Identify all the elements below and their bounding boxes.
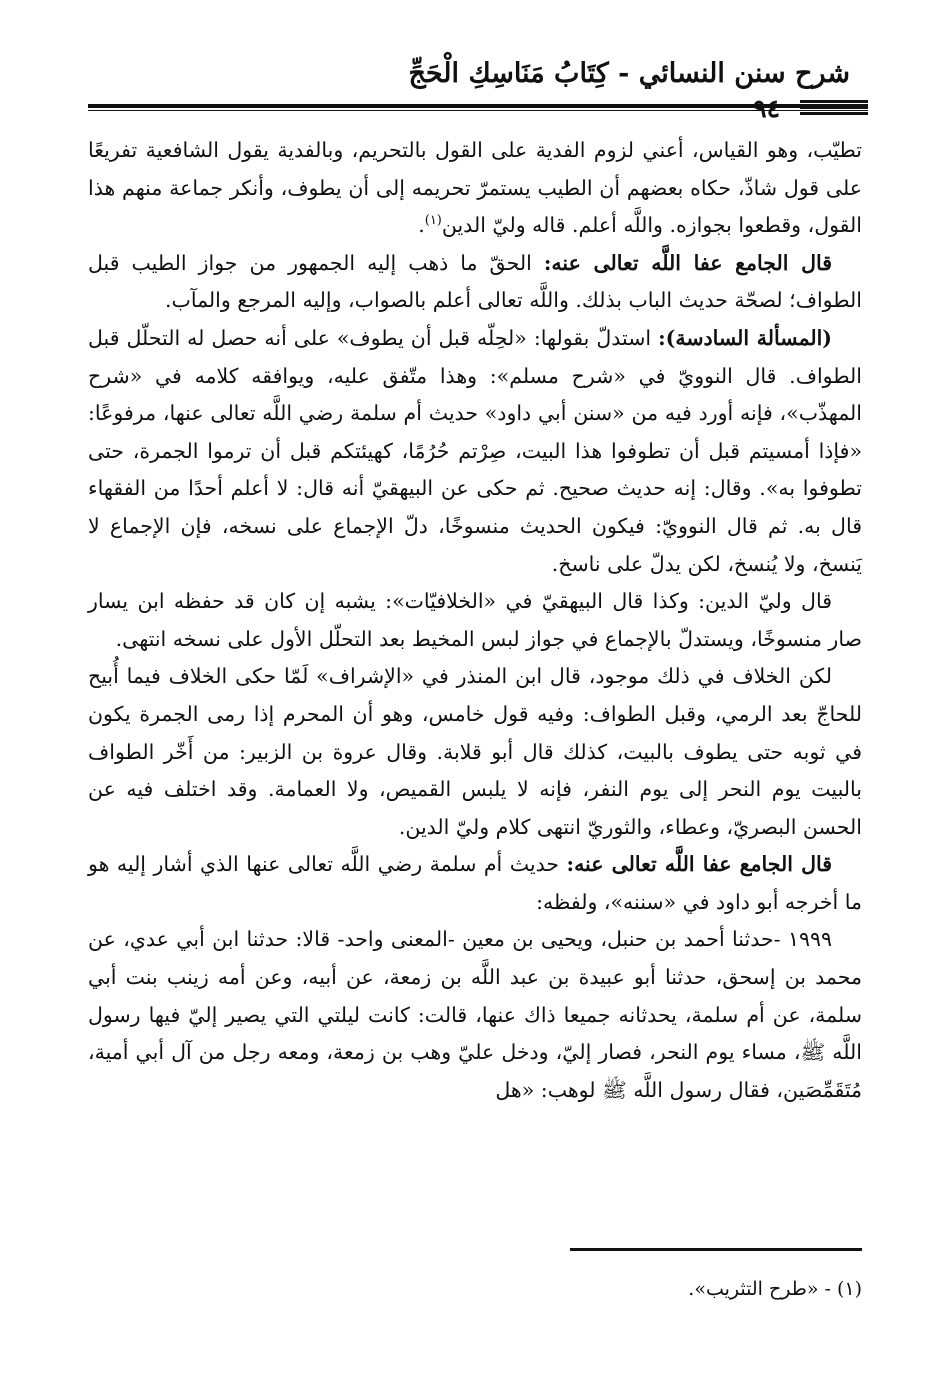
paragraph-5-text: لكن الخلاف في ذلك موجود، قال ابن المنذر في «الإشراف» لَمّا حكى الخلاف فيما أُبيح للحاجّ بعد الرمي، وقبل الطواف: وفيه قول خامس، وهو أن المحرم إذا رمى الجمرة يكون في ثوبه حتى يطوف بالبيت، كذلك قال أبو قلابة. وقال عروة بن الزبير: من أَخّر الطواف بالبيت يوم النحر إلى يوم النفر، فإنه لا يلبس القميص، ولا العمامة. وقد اختلف فيه عن الحسن البصريّ، وعطاء، والثوريّ انتهى كلام وليّ الدين. xyxy=(88,664,862,839)
footnote-rule xyxy=(570,1248,862,1251)
paragraph-7 xyxy=(88,921,862,1109)
page-number-bar xyxy=(800,106,868,109)
footnote: (١) - «طرح التثريب». xyxy=(688,1278,862,1300)
issue-six-lead: (المسألة السادسة): xyxy=(658,325,832,350)
body-text xyxy=(88,132,862,1109)
paragraph-2-text: الحقّ ما ذهب إليه الجمهور من جواز الطيب قبل الطواف؛ لصحّة حديث الباب بذلك. واللَّه تعالى أعلم بالصواب، وإليه المرجع والمآب. xyxy=(88,250,862,313)
page-number-row xyxy=(88,94,868,124)
paragraph-3 xyxy=(88,320,862,583)
page-number-bar xyxy=(800,100,868,103)
paragraph-7-text: ١٩٩٩ -حدثنا أحمد بن حنبل، ويحيى بن معين -المعنى واحد- قالا: حدثنا ابن أبي عدي، عن محمد بن إسحق، حدثنا أبو عبيدة بن عبد اللَّه بن زمعة، عن أبيه، وعن أمه زينب بنت أبي سلمة، عن أم سلمة، يحدثانه جميعا ذاك عنها، قالت: كانت ليلتي التي يصير إليّ فيها رسول اللَّه ﷺ، مساء يوم النحر، فصار إليّ، ودخل عليّ وهب بن زمعة، ومعه رجل من آل أبي أمية، مُتَقَمِّصَين، فقال رسول اللَّه ﷺ لوهب: «هل xyxy=(88,927,862,1102)
page-number: ٩٤ xyxy=(753,94,780,123)
paragraph-6-text: حديث أم سلمة رضي اللَّه تعالى عنها الذي أشار إليه هو ما أخرجه أبو داود في «سننه»، ولفظه: xyxy=(88,852,862,914)
paragraph-1 xyxy=(88,132,862,245)
paragraph-5 xyxy=(88,658,862,846)
paragraph-4 xyxy=(88,583,862,658)
page-number-bar xyxy=(800,112,868,115)
paragraph-2 xyxy=(88,245,862,320)
paragraph-4-text: قال وليّ الدين: وكذا قال البيهقيّ في «الخلافيّات»: يشبه إن كان قد حفظه ابن يسار صار منسوخًا، ويستدلّ بالإجماع في جواز لبس المخيط بعد التحلّل الأول على نسخه انتهى. xyxy=(88,589,862,651)
paragraph-3-text: استدلّ بقولها: «لحِلّه قبل أن يطوف» على أنه حصل له التحلّل قبل الطواف. قال النوويّ في «شرح مسلم»: وهذا متّفق عليه، ويوافقه كلامه في «شرح المهذّب»، فإنه أورد فيه من «سنن أبي داود» حديث أم سلمة رضي اللَّه تعالى عنها، مرفوعًا: «فإذا أمسيتم قبل أن تطوفوا هذا البيت، صِرْتم حُرُمًا، كهيئتكم قبل أن ترموا الجمرة، حتى تطوفوا به». وقال: إنه حديث صحيح. ثم حكى عن البيهقيّ أنه قال: لا أعلم أحدًا من الفقهاء قال به. ثم قال النوويّ: فيكون الحديث منسوخًا، دلّ الإجماع على نسخه، فإن الإجماع لا يَنسخ، ولا يُنسخ، لكن يدلّ على ناسخ. xyxy=(88,325,862,576)
paragraph-1-tail: . xyxy=(418,213,425,238)
paragraph-6 xyxy=(88,846,862,921)
compiler-note-lead: قال الجامع عفا اللَّه تعالى عنه: xyxy=(566,852,833,877)
footnote-ref[interactable]: (١) xyxy=(424,213,442,229)
header-title: شرح سنن النسائي - كِتَابُ مَنَاسِكِ الْحَجِّ xyxy=(408,58,850,89)
paragraph-1-text: تطيّب، وهو القياس، أعني لزوم الفدية على القول بالتحريم، وبالفدية يقول الشافعية تفريعًا على قول شاذّ، حكاه بعضهم أن الطيب يستمرّ تحريمه إلى أن يطوف، وأنكر جماعة منهم هذا القول، وقطعوا بجوازه. واللَّه أعلم. قاله وليّ الدين xyxy=(88,138,862,238)
compiler-note-lead: قال الجامع عفا اللَّه تعالى عنه: xyxy=(543,250,833,275)
